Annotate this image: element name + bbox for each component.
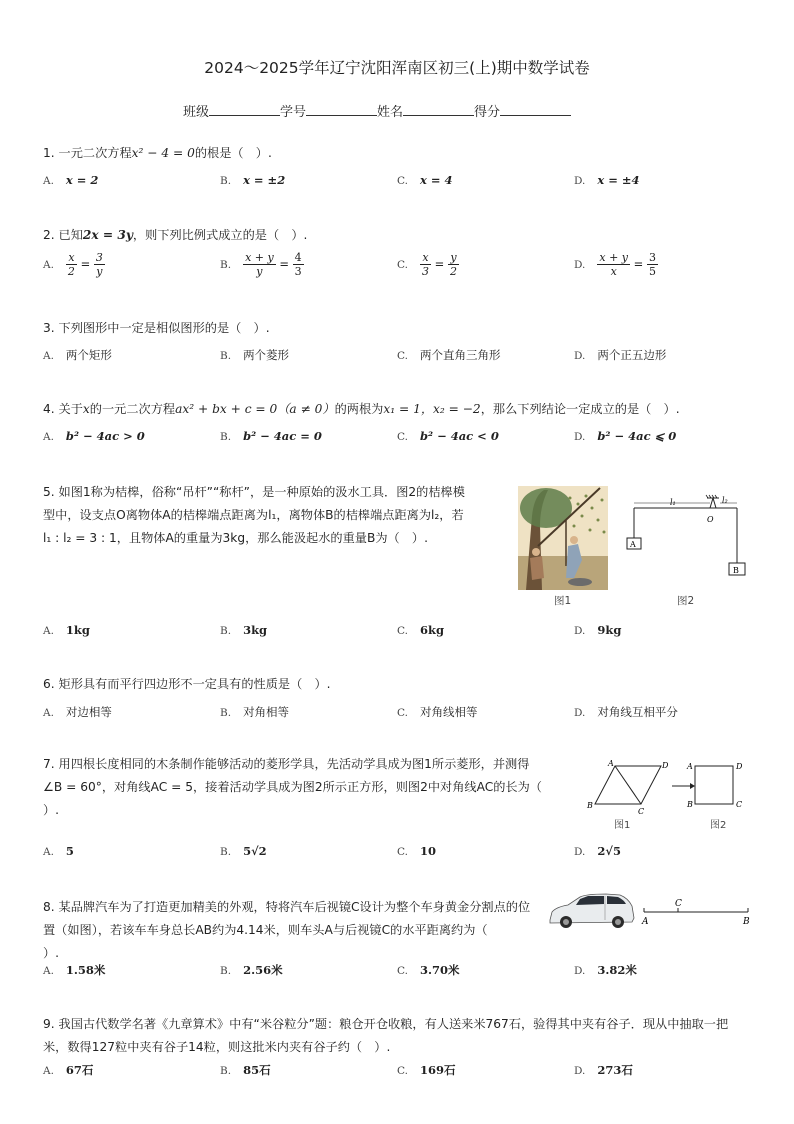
q8-option-b[interactable]: B. 2.56米 [220,963,283,977]
q6-option-a[interactable]: A. 对边相等 [43,705,112,719]
q2-option-b[interactable]: B. $\frac{x + y}{y}$ = $\frac{4}{3}$ [220,251,302,278]
q3-option-a[interactable]: A. 两个矩形 [43,348,112,362]
question-2-stem: 2. 已知2x = 3y，则下列比例式成立的是（ ）. [43,228,308,242]
svg-text:A: A [642,917,649,927]
q3-option-b[interactable]: B. 两个菱形 [220,348,290,362]
pivot-o-label: O [707,515,714,524]
q2-option-d[interactable]: D. $\frac{x + y}{x}$ = $\frac{3}{5}$ [574,251,656,278]
svg-text:B: B [587,801,593,810]
q6-option-d[interactable]: D. 对角线互相平分 [574,705,678,719]
q1-option-c[interactable]: C. x = 4 [397,173,453,187]
q5-option-a[interactable]: A. 1kg [43,623,90,637]
q9-option-b[interactable]: B. 85石 [220,1063,271,1077]
l1-label: l₁ [670,498,676,507]
q1-option-b[interactable]: B. x = ±2 [220,173,286,187]
q6-option-b[interactable]: B. 对角相等 [220,705,290,719]
q5-option-d[interactable]: D. 9kg [574,623,622,637]
q7-option-a[interactable]: A. 5 [43,844,74,858]
score-label: 得分 [474,105,501,120]
q7-fig2-caption: 图2 [710,820,727,831]
lever-model-diagram [624,494,754,578]
class-label: 班级 [183,105,210,120]
q4-option-a[interactable]: A. b² − 4ac > 0 [43,429,145,443]
svg-text:D: D [662,761,669,770]
name-label: 姓名 [377,105,404,120]
svg-text:B: B [687,800,693,809]
svg-text:D: D [736,762,743,771]
q3-option-d[interactable]: D. 两个正五边形 [574,348,667,362]
q5-fig2-caption: 图2 [677,595,695,607]
q4-option-b[interactable]: B. b² − 4ac = 0 [220,429,322,443]
class-blank[interactable] [209,103,280,116]
q8-option-d[interactable]: D. 3.82米 [574,963,637,977]
question-7-stem: 7. 用四根长度相同的木条制作能够活动的菱形学具，先活动学具成为图1所示菱形，并测得 ∠B = 60°，对角线AC = 5，接着活动学具成为图2所示正方形，则图2中对角线AC的长为（ ）. [43,757,542,817]
question-3-stem: 3. 下列图形中一定是相似图形的是（ ）. [43,321,270,335]
rhombus-square-diagram [586,756,756,832]
page-title: 2024～2025学年辽宁沈阳浑南区初三(上)期中数学试卷 [204,59,590,77]
q5-option-b[interactable]: B. 3kg [220,623,268,637]
q5-fig1-caption: 图1 [554,595,572,607]
object-b-label: B [733,566,739,575]
question-6-stem: 6. 矩形具有而平行四边形不一定具有的性质是（ ）. [43,677,331,691]
question-4-stem: 4. 关于x的一元二次方程ax² + bx + c = 0（a ≠ 0）的两根为x₁ = 1，x₂ = −2，那么下列结论一定成立的是（ ）. [43,402,680,416]
q1-option-d[interactable]: D. x = ±4 [574,173,640,187]
name-blank[interactable] [403,103,474,116]
q7-option-d[interactable]: D. 2√5 [574,844,621,858]
svg-text:C: C [736,800,743,809]
l2-label: l₂ [722,496,728,505]
q9-option-c[interactable]: C. 169石 [397,1063,456,1077]
svg-text:B: B [743,917,750,927]
q2-option-c[interactable]: C. $\frac{x}{3}$ = $\frac{y}{2}$ [397,251,457,278]
student-info-line [183,101,571,120]
q8-option-a[interactable]: A. 1.58米 [43,963,106,977]
q5-option-c[interactable]: C. 6kg [397,623,445,637]
score-blank[interactable] [500,103,571,116]
question-1-stem: 1. 一元二次方程x² − 4 = 0的根是（ ）. [43,146,272,160]
svg-text:A: A [687,762,693,771]
id-label: 学号 [280,105,307,120]
question-9-stem: 9. 我国古代数学名著《九章算术》中有“米谷粒分”题：粮仓开仓收粮，有人送来米767石，验得其中夹有谷子．现从中抽取一把 米，数得127粒中夹有谷子14粒，则这批米内夹有谷子约（ ）. [43,1017,729,1054]
svg-text:C: C [675,899,682,909]
svg-text:C: C [638,807,645,816]
q7-option-c[interactable]: C. 10 [397,844,437,858]
suv-car-image [546,892,636,932]
shadoof-painting-image [518,486,608,590]
q6-option-c[interactable]: C. 对角线相等 [397,705,478,719]
q4-option-c[interactable]: C. b² − 4ac < 0 [397,429,499,443]
q7-option-b[interactable]: B. 5√2 [220,844,267,858]
q7-fig1-caption: 图1 [614,820,631,831]
svg-text:A: A [608,759,614,768]
id-blank[interactable] [306,103,377,116]
question-8-stem: 8. 某品牌汽车为了打造更加精美的外观，特将汽车后视镜C设计为整个车身黄金分割点的位 置（如图），若该车车身总长AB约为4.14米，则车头A与后视镜C的水平距离约为（ ）. [43,900,531,960]
q2-option-a[interactable]: A. $\frac{x}{2}$ = $\frac{3}{y}$ [43,251,103,278]
q9-option-a[interactable]: A. 67石 [43,1063,94,1077]
q3-option-c[interactable]: C. 两个直角三角形 [397,348,501,362]
golden-ratio-segment-diagram [640,896,755,928]
q4-option-d[interactable]: D. b² − 4ac ⩽ 0 [574,429,677,443]
q9-option-d[interactable]: D. 273石 [574,1063,633,1077]
q1-option-a[interactable]: A. x = 2 [43,173,99,187]
question-5-stem: 5. 如图1称为桔槔，俗称“吊杆”“称杆”，是一种原始的汲水工具．图2的桔槔模 型中，设支点O离物体A的桔槔端点距离为l₁，离物体B的桔槔端点距离为l₂，若 l₁ : l₂ = 3 : 1，且物体A的重量为3kg，那么能汲起水的重量B为（ ）. [43,485,465,545]
q8-option-c[interactable]: C. 3.70米 [397,963,460,977]
object-a-label: A [630,540,636,549]
